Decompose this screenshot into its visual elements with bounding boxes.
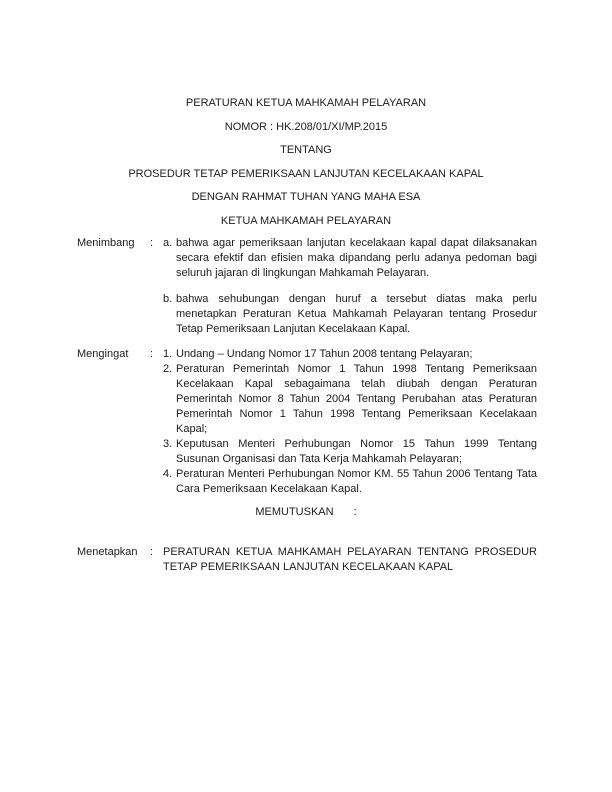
mengingat-section bbox=[0, 347, 612, 497]
item-text: bahwa agar pemeriksaan lanjutan kecelakaan kapal dapat dilaksanakan secara efektif dan efisien maka dipandang perlu adanya pedoman bagi seluruh jajaran di lingkungan Mahkamah Pelayaran. bbox=[176, 237, 537, 279]
mengingat-items bbox=[163, 347, 537, 497]
menetapkan-text: PERATURAN KETUA MAHKAMAH PELAYARAN TENTANG PROSEDUR TETAP PEMERIKSAAN LANJUTAN KECELAKAAN KAPAL bbox=[163, 546, 537, 573]
item-marker: 3. bbox=[163, 438, 173, 450]
mengingat-colon: : bbox=[150, 348, 154, 360]
menimbang-section bbox=[0, 236, 612, 337]
item-text: Peraturan Pemerintah Nomor 1 Tahun 1998 Tentang Pemeriksaan Kecelakaan Kapal sebagaimana telah diubah dengan Peraturan Pemerintah Nomor 8 Tahun 2004 Tentang Perubahan atas Peraturan Pemerintah Nomor 1 Tahun 1998 Tentang Pemeriksaan Kecelakaan Kapal; bbox=[176, 363, 537, 435]
item-marker: 2. bbox=[163, 363, 173, 375]
regulation-title: PERATURAN KETUA MAHKAMAH PELAYARAN bbox=[185, 97, 427, 109]
memutuskan-label: MEMUTUSKAN bbox=[255, 506, 334, 518]
menimbang-items bbox=[163, 236, 537, 337]
mengingat-item-3 bbox=[163, 437, 537, 467]
item-marker: 4. bbox=[163, 468, 173, 480]
item-text: bahwa sehubungan dengan huruf a tersebut diatas maka perlu menetapkan Peraturan Ketua Mahkamah Pelayaran tentang Prosedur Tetap Pemeriksaan Lanjutan Kecelakaan Kapal. bbox=[176, 293, 537, 335]
menimbang-item-b bbox=[163, 292, 537, 337]
menetapkan-section bbox=[0, 545, 612, 575]
menimbang-item-a bbox=[163, 236, 537, 281]
issuer-title: KETUA MAHKAMAH PELAYARAN bbox=[220, 214, 392, 227]
menimbang-colon: : bbox=[150, 237, 154, 249]
mengingat-item-4 bbox=[163, 467, 537, 497]
menetapkan-colon: : bbox=[150, 546, 154, 558]
menimbang-label: Menimbang bbox=[77, 237, 135, 249]
item-text: Peraturan Menteri Perhubungan Nomor KM. 55 Tahun 2006 Tentang Tata Cara Pemeriksaan Kecelakaan Kapal. bbox=[176, 468, 537, 495]
mengingat-item-2 bbox=[163, 362, 537, 437]
item-text: Undang – Undang Nomor 17 Tahun 2008 tentang Pelayaran; bbox=[176, 348, 473, 360]
mengingat-item-1 bbox=[163, 347, 537, 362]
memutuskan-colon: : bbox=[353, 506, 357, 518]
regulation-subject: PROSEDUR TETAP PEMERIKSAAN LANJUTAN KECELAKAAN KAPAL bbox=[128, 167, 484, 180]
item-marker: b. bbox=[163, 293, 173, 305]
memutuskan-heading bbox=[0, 505, 612, 520]
mengingat-label: Mengingat bbox=[77, 348, 129, 360]
regulation-number: NOMOR : HK.208/01/XI/MP.2015 bbox=[224, 120, 388, 133]
menetapkan-label: Menetapkan bbox=[77, 546, 138, 558]
document-header bbox=[0, 92, 612, 233]
invocation-line: DENGAN RAHMAT TUHAN YANG MAHA ESA bbox=[191, 191, 421, 203]
item-marker: 1. bbox=[163, 348, 173, 360]
item-text: Keputusan Menteri Perhubungan Nomor 15 Tahun 1999 Tentang Susunan Organisasi dan Tata Kerja Mahkamah Pelayaran; bbox=[176, 438, 537, 465]
tentang-label: TENTANG bbox=[280, 144, 332, 156]
item-marker: a. bbox=[163, 237, 173, 249]
